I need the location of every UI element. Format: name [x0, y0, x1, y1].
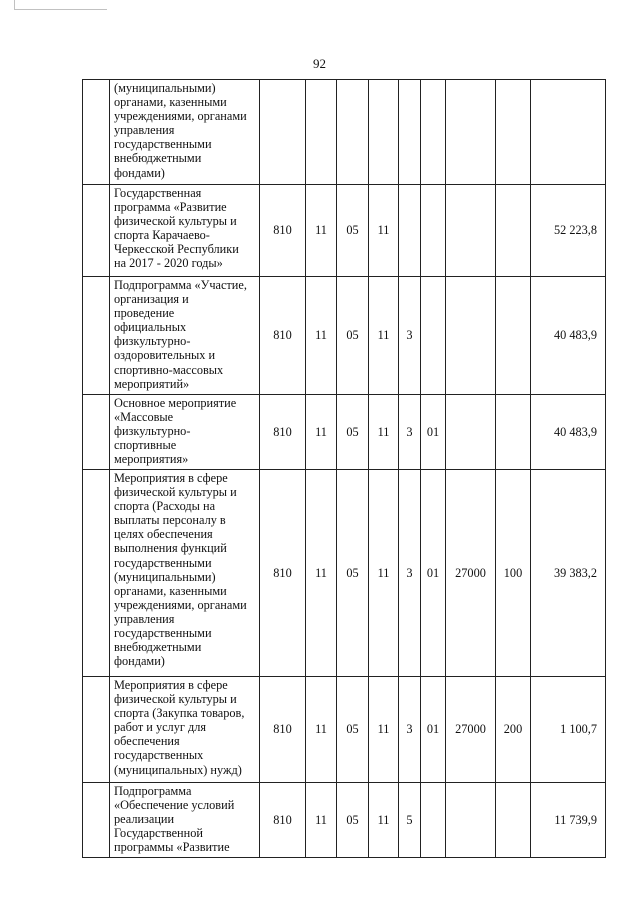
ministry-code-cell: 810 — [260, 185, 306, 277]
scan-edge-mark — [14, 0, 107, 10]
subprogram-code-cell — [399, 185, 421, 277]
row-number-cell — [83, 395, 110, 470]
program-code-cell: 11 — [369, 185, 399, 277]
page-number: 92 — [313, 56, 326, 71]
table-row — [83, 80, 606, 185]
expense-type-cell: 200 — [496, 677, 531, 783]
ministry-code-cell: 810 — [260, 277, 306, 395]
subsection-code-cell: 05 — [337, 783, 369, 858]
expense-type-cell — [496, 185, 531, 277]
main-event-code-cell: 01 — [421, 470, 446, 677]
program-code-cell — [369, 80, 399, 185]
program-code-cell: 11 — [369, 470, 399, 677]
expense-type-cell: 100 — [496, 470, 531, 677]
subprogram-code-cell: 3 — [399, 677, 421, 783]
table-row — [83, 783, 606, 858]
subsection-code-cell — [337, 80, 369, 185]
subprogram-code-cell: 3 — [399, 277, 421, 395]
amount-cell: 52 223,8 — [531, 185, 606, 277]
expense-type-cell — [496, 277, 531, 395]
amount-cell: 40 483,9 — [531, 277, 606, 395]
program-code-cell: 11 — [369, 677, 399, 783]
section-code-cell — [306, 80, 337, 185]
expense-type-cell — [496, 395, 531, 470]
main-event-code-cell — [421, 185, 446, 277]
main-event-code-cell — [421, 783, 446, 858]
direction-code-cell — [446, 277, 496, 395]
direction-code-cell — [446, 185, 496, 277]
row-name-cell: Государственная программа «Развитие физической культуры и спорта Карачаево- Черкесской Республики на 2017 - 2020 годы» — [110, 185, 260, 277]
section-code-cell: 11 — [306, 677, 337, 783]
table-row — [83, 185, 606, 277]
row-name-cell: Подпрограмма «Участие, организация и проведение официальных физкультурно- оздоровительных и спортивно-массовых мероприятий» — [110, 277, 260, 395]
program-code-cell: 11 — [369, 277, 399, 395]
ministry-code-cell — [260, 80, 306, 185]
amount-cell: 1 100,7 — [531, 677, 606, 783]
main-event-code-cell — [421, 80, 446, 185]
row-name-cell: Основное мероприятие «Массовые физкультурно- спортивные мероприятия» — [110, 395, 260, 470]
table-row — [83, 470, 606, 677]
direction-code-cell — [446, 783, 496, 858]
budget-table — [82, 79, 606, 858]
direction-code-cell: 27000 — [446, 470, 496, 677]
row-name-cell: Подпрограмма «Обеспечение условий реализации Государственной программы «Развитие — [110, 783, 260, 858]
section-code-cell: 11 — [306, 470, 337, 677]
program-code-cell: 11 — [369, 395, 399, 470]
amount-cell: 11 739,9 — [531, 783, 606, 858]
table-row — [83, 395, 606, 470]
ministry-code-cell: 810 — [260, 395, 306, 470]
program-code-cell: 11 — [369, 783, 399, 858]
ministry-code-cell: 810 — [260, 783, 306, 858]
subprogram-code-cell: 3 — [399, 395, 421, 470]
table-row — [83, 677, 606, 783]
subsection-code-cell: 05 — [337, 185, 369, 277]
row-number-cell — [83, 277, 110, 395]
subsection-code-cell: 05 — [337, 677, 369, 783]
direction-code-cell — [446, 80, 496, 185]
table-row — [83, 277, 606, 395]
subprogram-code-cell — [399, 80, 421, 185]
main-event-code-cell: 01 — [421, 395, 446, 470]
direction-code-cell: 27000 — [446, 677, 496, 783]
row-name-cell: Мероприятия в сфере физической культуры и спорта (Расходы на выплаты персоналу в целях обеспечения выполнения функций государственными (муниципальными) органами, казенными учреждениями, органами управления государственными внебюджетными фондами) — [110, 470, 260, 677]
row-number-cell — [83, 80, 110, 185]
direction-code-cell — [446, 395, 496, 470]
amount-cell: 40 483,9 — [531, 395, 606, 470]
amount-cell: 39 383,2 — [531, 470, 606, 677]
row-name-cell: Мероприятия в сфере физической культуры и спорта (Закупка товаров, работ и услуг для обеспечения государственных (муниципальных) нужд) — [110, 677, 260, 783]
section-code-cell: 11 — [306, 395, 337, 470]
subsection-code-cell: 05 — [337, 470, 369, 677]
ministry-code-cell: 810 — [260, 677, 306, 783]
main-event-code-cell: 01 — [421, 677, 446, 783]
row-number-cell — [83, 470, 110, 677]
row-number-cell — [83, 677, 110, 783]
main-event-code-cell — [421, 277, 446, 395]
subprogram-code-cell: 3 — [399, 470, 421, 677]
subsection-code-cell: 05 — [337, 395, 369, 470]
expense-type-cell — [496, 783, 531, 858]
subsection-code-cell: 05 — [337, 277, 369, 395]
amount-cell — [531, 80, 606, 185]
subprogram-code-cell: 5 — [399, 783, 421, 858]
row-name-cell: (муниципальными) органами, казенными учреждениями, органами управления государственными внебюджетными фондами) — [110, 80, 260, 185]
ministry-code-cell: 810 — [260, 470, 306, 677]
row-number-cell — [83, 185, 110, 277]
section-code-cell: 11 — [306, 783, 337, 858]
expense-type-cell — [496, 80, 531, 185]
section-code-cell: 11 — [306, 185, 337, 277]
row-number-cell — [83, 783, 110, 858]
section-code-cell: 11 — [306, 277, 337, 395]
